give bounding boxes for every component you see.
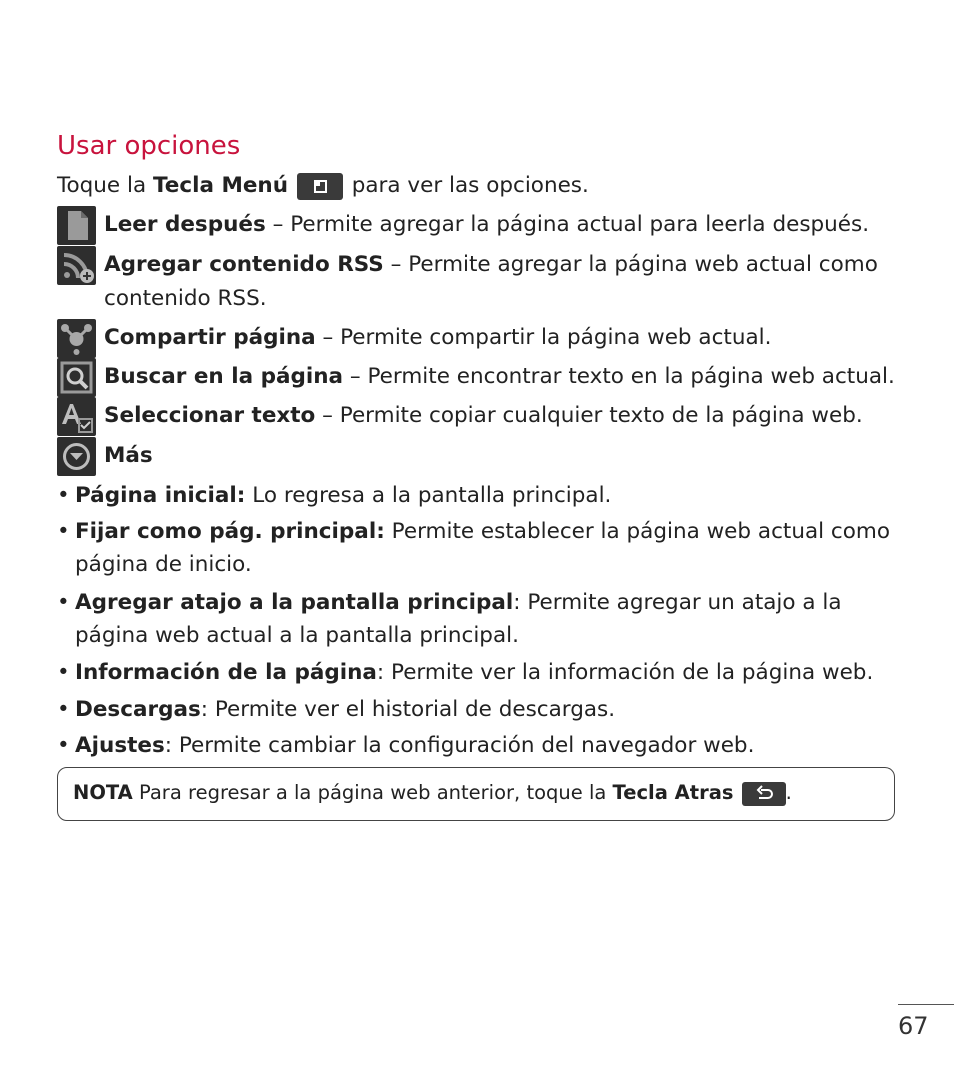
bullet-label: Información de la página <box>75 660 377 685</box>
intro-pre: Toque la <box>57 173 153 198</box>
section-title: Usar opciones <box>57 131 241 161</box>
intro-line <box>57 171 589 201</box>
option-find: Buscar en la página – Permite encontrar texto en la página web actual. <box>57 357 897 397</box>
bullet-desc: Permite agregar un atajo a la página web actual a la pantalla principal. <box>75 590 842 648</box>
note-box: NOTA Para regresar a la página web anterior, toque la Tecla Atras . <box>57 767 895 821</box>
note-tag: NOTA <box>73 781 133 804</box>
option-desc: Permite encontrar texto en la página web actual. <box>367 364 895 389</box>
option-more <box>57 436 897 476</box>
option-share: Compartir página – Permite compartir la página web actual. <box>57 318 897 358</box>
back-key-icon <box>742 782 786 806</box>
intro-post: para ver las opciones. <box>344 173 589 198</box>
option-desc: Permite compartir la página web actual. <box>340 325 772 350</box>
bullet-dot: • <box>57 519 70 544</box>
bullet-label: Página inicial: <box>75 483 246 508</box>
bullet-label: Ajustes <box>75 733 165 758</box>
bullet-label: Fijar como pág. principal: <box>75 519 385 544</box>
option-label: Seleccionar texto <box>104 403 316 428</box>
option-label: Compartir página <box>104 325 316 350</box>
bullet-desc: Permite ver el historial de descargas. <box>214 697 616 722</box>
bullet-dot: • <box>57 697 70 722</box>
more-icon <box>57 437 96 476</box>
option-label: Leer después <box>104 212 266 237</box>
option-desc: Permite agregar la página web actual como contenido RSS. <box>104 252 878 311</box>
option-desc: Permite agregar la página actual para leerla después. <box>290 212 870 237</box>
bullet-desc: Permite ver la información de la página web. <box>391 660 874 685</box>
rss-add-icon <box>57 246 96 285</box>
option-rss: Agregar contenido RSS – Permite agregar la página web actual como contenido RSS. <box>57 245 897 317</box>
find-icon <box>57 358 96 397</box>
bullet-label: Descargas <box>75 697 201 722</box>
menu-key-icon <box>297 173 343 200</box>
bullet-dot: • <box>57 483 70 508</box>
option-read-later: Leer después – Permite agregar la página actual para leerla después. <box>57 205 897 245</box>
select-text-icon <box>57 397 96 436</box>
page-number: 67 <box>898 1012 929 1040</box>
back-key-label: Tecla Atras <box>612 781 734 804</box>
option-label: Agregar contenido RSS <box>104 252 384 277</box>
bullet-dot: • <box>57 660 70 685</box>
bullet-desc: Lo regresa a la pantalla principal. <box>252 483 612 508</box>
option-label: Buscar en la página <box>104 364 344 389</box>
note-text: Para regresar a la página web anterior, toque la <box>132 781 613 804</box>
option-select-text: Seleccionar texto – Permite copiar cualquier texto de la página web. <box>57 396 897 436</box>
bullet-item <box>57 515 897 583</box>
bullet-item: • Ajustes: Permite cambiar la configuración del navegador web. <box>57 729 897 763</box>
bullet-desc: Permite cambiar la configuración del navegador web. <box>178 733 755 758</box>
bullet-dot: • <box>57 733 70 758</box>
bullet-desc: Permite establecer la página web actual como página de inicio. <box>75 519 891 577</box>
bullet-item: • Información de la página: Permite ver la información de la página web. <box>57 656 897 690</box>
read-later-icon <box>57 206 96 245</box>
bullet-label: Agregar atajo a la pantalla principal <box>75 590 514 615</box>
bullet-dot: • <box>57 590 70 615</box>
page-number-rule <box>898 1004 954 1005</box>
option-desc: Permite copiar cualquier texto de la página web. <box>339 403 863 428</box>
bullet-item <box>57 479 897 513</box>
bullet-item: • Agregar atajo a la pantalla principal: Permite agregar un atajo a la página web actual a la pantalla principal. <box>57 586 897 654</box>
option-label: Más <box>104 443 153 468</box>
bullet-item: • Descargas: Permite ver el historial de descargas. <box>57 693 897 727</box>
menu-key-label: Tecla Menú <box>152 173 289 198</box>
share-icon <box>57 319 96 358</box>
